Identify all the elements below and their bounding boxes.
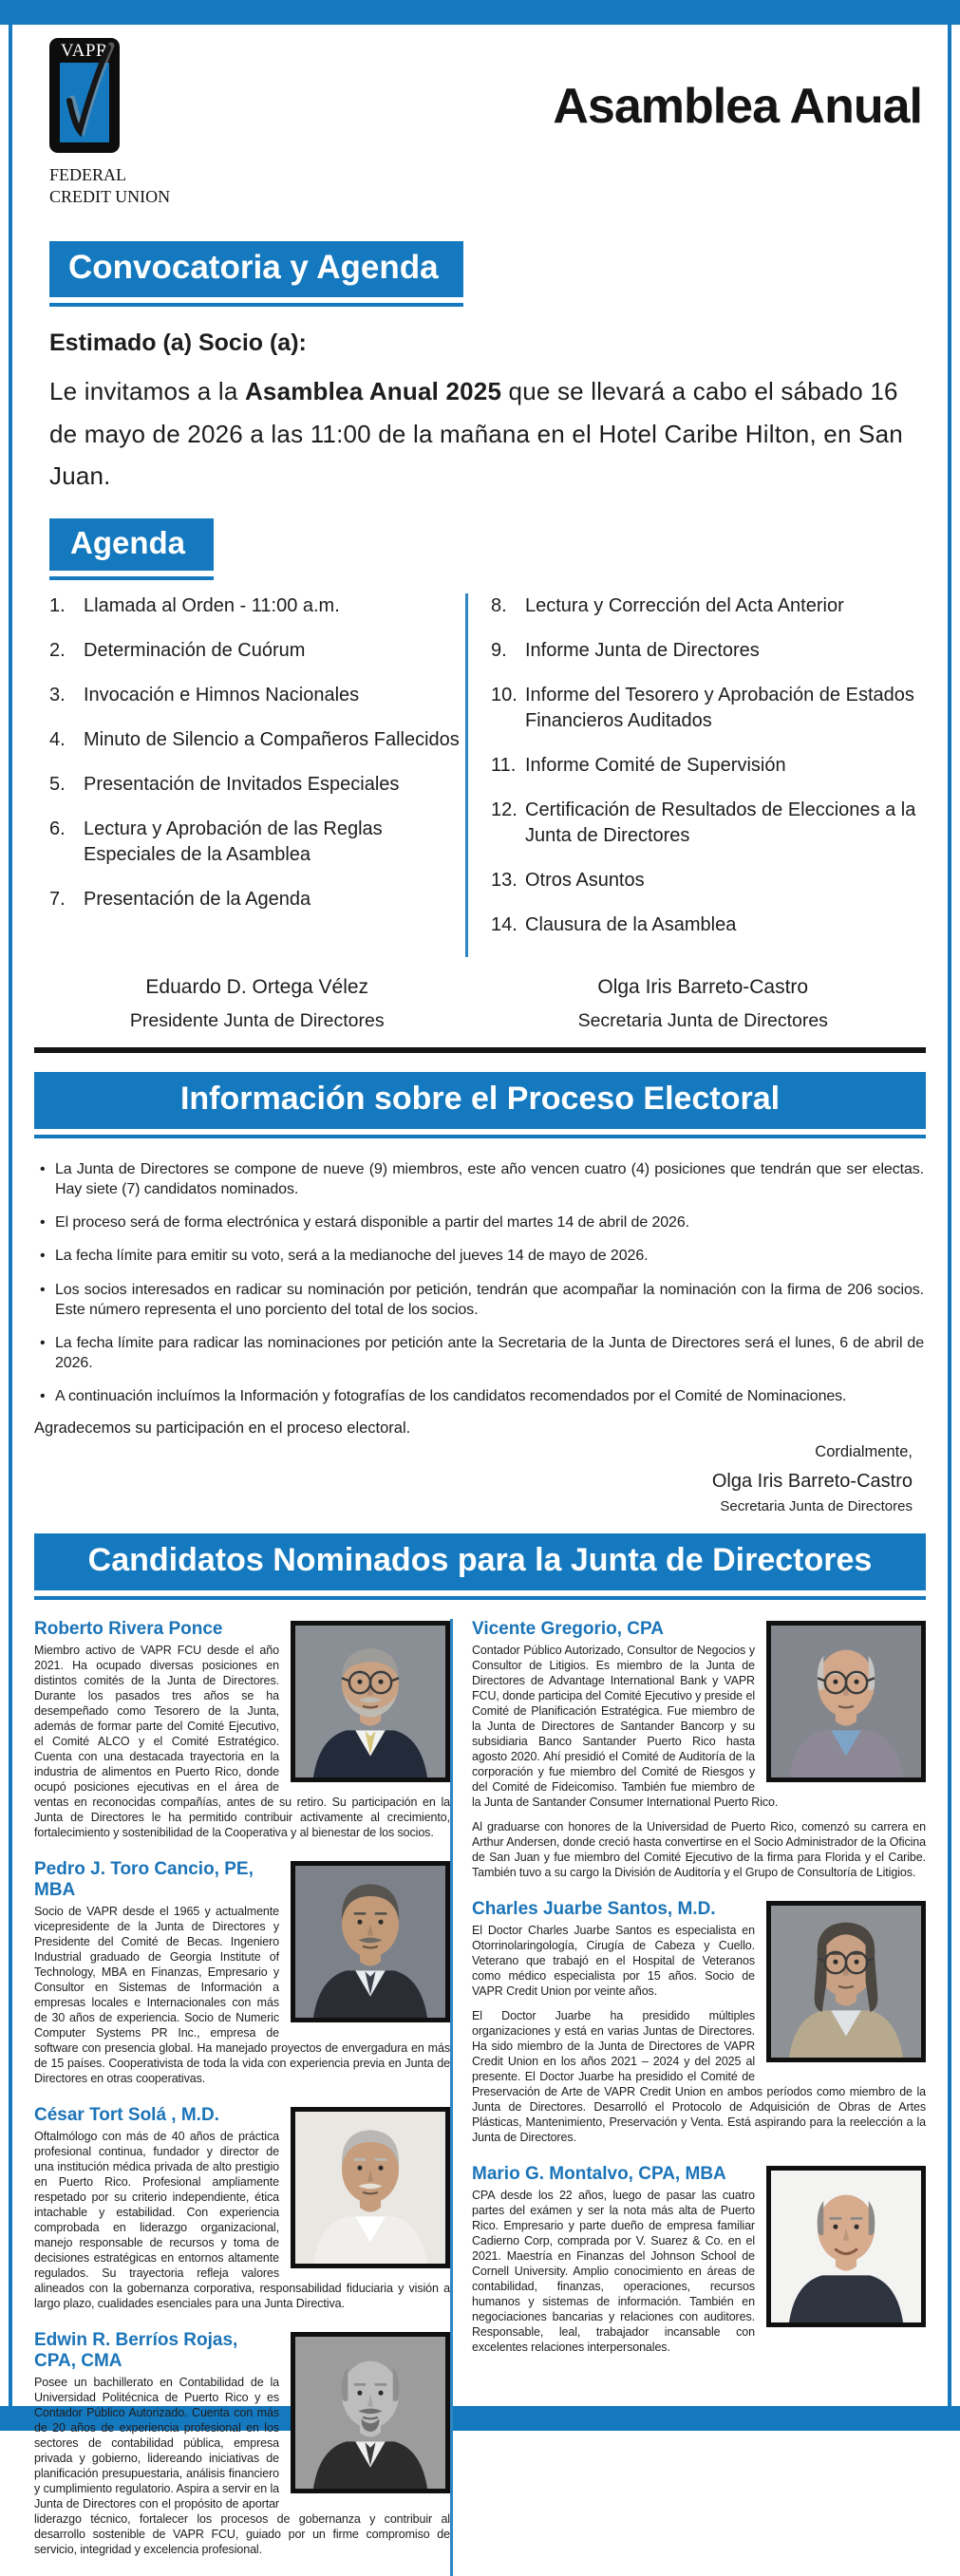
agenda-item-number: 7. (49, 889, 66, 911)
invitation-paragraph (49, 370, 911, 498)
agenda-banner-rule (49, 576, 214, 580)
vapr-logo-acronym: VAPR (60, 41, 109, 61)
candidate-photo (291, 2107, 450, 2268)
closing-salutation: Cordialmente, (815, 1443, 913, 1461)
convocatoria-banner-rule (49, 303, 463, 307)
signature-name: Olga Iris Barreto-Castro (597, 976, 809, 999)
agenda-item-number: 3. (49, 685, 66, 706)
agenda-item-text: Lectura y Corrección del Acta Anterior (525, 595, 844, 617)
candidate-name: Charles Juarbe Santos, M.D. (472, 1899, 716, 1920)
invite-pre: Le invitamos a la (49, 377, 245, 405)
candidate-photo (766, 2166, 926, 2327)
header (34, 38, 926, 215)
agenda-banner: Agenda (49, 518, 214, 571)
agenda-item (49, 683, 465, 708)
agenda-item-text: Informe Comité de Supervisión (525, 755, 786, 777)
logo-wordmark-line2: CREDIT UNION (49, 187, 171, 207)
agenda-item-number: 8. (491, 595, 507, 617)
logo-wordmark-line1: FEDERAL (49, 165, 126, 184)
agenda-item (49, 772, 465, 798)
agenda-item (491, 912, 926, 938)
candidate-bio: Oftalmólogo con más de 40 años de práctica profesional continua, fundador y director de una institución médica privada de alto prestigio en Puerto Rico. Profesional ampliamente respetado por su criterio independiente, ética intachable y estabilidad. Con experiencia comprobada en liderazgo organizacional, manejo responsable de recursos y toma de decisiones estratégicas en entornos altamente regulados. Su trayectoria refleja valores alineados con la gobernanza corporativa, responsabilidad fiduciaria y visión a largo plazo, cualidades esenciales para una Junta Directiva. (34, 2130, 450, 2311)
logo-checkmark-icon (60, 63, 109, 142)
candidate-card (34, 2105, 450, 2311)
agenda-item (491, 868, 926, 893)
agenda-item (49, 817, 465, 868)
vapr-logo-mark (49, 38, 120, 153)
agenda-item (49, 727, 465, 753)
agenda-item-number: 2. (49, 640, 66, 662)
agenda-item-text: Presentación de la Agenda (84, 889, 311, 911)
candidate-bio: El Doctor Charles Juarbe Santos es especialista en Otorrinolaringología, Cirugía de Cabeza y Cuello. Veterano que trabajó en el Hospital de Veteranos como médico especialista por 15 años. Socio de VAPR Credit Union por veinte años. (472, 1924, 755, 1999)
closing-block (34, 1443, 913, 1514)
candidate-bio: CPA desde los 22 años, luego de pasar las cuatro partes del exámen y ser la nota más alta de Puerto Rico. Empresario y parte dueño de empresa familiar Cadierno Corp, comprada por V. Suarez & Co. en el 2021. Maestría en Finanzas del Johnson School de Cornell University. Amplio conocimiento en áreas de contabilidad, finanzas, operaciones, recursos humanos y sistemas de información. También en negociaciones bancarias y relaciones con auditores. Responsable, leal, trabajador incansable con excelentes relaciones interpersonales. (472, 2189, 755, 2355)
agenda-banner-wrap (49, 498, 214, 580)
electoral-bullet: • La Junta de Directores se compone de nueve (9) miembros, este año vencen cuatro (4) posiciones que tendrán que ser electas. Hay siete (7) candidatos nominados. (38, 1159, 924, 1199)
electoral-bullet: • La fecha límite para radicar las nominaciones por petición ante la Secretaria de la Junta de Directores será el lunes, 6 de abril de 2026. (38, 1333, 924, 1373)
agenda-item-text: Presentación de Invitados Especiales (84, 774, 400, 796)
agenda-item (491, 683, 926, 734)
candidates-column-right (450, 1619, 926, 2576)
agenda-item-number: 1. (49, 595, 66, 617)
candidates-banner-wrap (34, 1533, 926, 1600)
candidate-bio: Contador Público Autorizado, Consultor de Negocios y Consultor de Litigios. Es miembro de la Junta de Directores de Advantage International Bank y VAPR FCU, donde participa del Comité Ejecutivo y preside el Comité de Planificación Estratégica. Fue miembro de la Junta de Directores de Santander Bancorp y su subsidiaria Banco Santander Puerto Rico hasta agosto 2020. Ahí presidió el Comité de Auditoría de la corporación y fue miembro del Comité de Riesgos y del Comité de Fideicomiso. También fue miembro de la Junta de Santander Consumer International Puerto Rico. (472, 1644, 779, 1810)
closing-name: Olga Iris Barreto-Castro (711, 1471, 913, 1493)
electoral-bullet: • La fecha límite para emitir su voto, será a la medianoche del jueves 14 de mayo de 2026. (38, 1246, 924, 1266)
agenda-item-number: 11. (491, 755, 517, 777)
signatures (34, 976, 926, 1032)
agenda-item-number: 12. (491, 799, 518, 821)
agenda-item-text: Determinación de Cuórum (84, 640, 306, 662)
candidates-column-left (34, 1619, 450, 2576)
closing-role: Secretaria Junta de Directores (720, 1498, 913, 1515)
agenda-item (491, 753, 926, 779)
candidates-grid (34, 1619, 926, 2576)
agenda-item (491, 638, 926, 664)
electoral-bullet: • El proceso será de forma electrónica y estará disponible a partir del martes 14 de abril de 2026. (38, 1213, 924, 1232)
candidate-bio: Al graduarse con honores de la Universidad de Puerto Rico, comenzó su carrera en Arthur Andersen, donde creció hasta convertirse en el Socio Administrador de la Oficina de San Juan y fue miembro del Comité Ejecutivo de la firma para Florida y el Caribe. También tuvo a su cargo la División de Auditoría y el Grupo de Consultoría de Litigios. (472, 1820, 926, 1880)
candidate-bio: Posee un bachillerato en Contabilidad de la Universidad Politécnica de Puerto Rico y es Contador Público Autorizado. Cuenta con más de 20 años de experiencia profesional en los sectores de contabilidad pública, empresa privada y gobierno, lidereando iniciativas de planificación presupuestaria, análisis financiero y cumplimiento regulatorio. Aspira a servir en la Junta de Directores con el propósito de aportar liderazgo técnico, fortalecer los procesos de gobernanza y contribuir al desarrollo sostenible de VAPR FCU, guiado por un firme compromiso de servicio, integridad y excelencia profesional. (34, 2376, 450, 2557)
candidate-bio: El Doctor Juarbe ha presidido múltiples organizaciones y está en varias Juntas de Directores. Ha sido miembro de la Junta de Directores de VAPR Credit Union en los años 2021 – 2024 y del 2025 al presente. El Doctor Juarbe ha presidido el Comité de Preservación de Arte de VAPR Credit Union en ambos períodos como miembro de la Junta de Directores. Desarrolló el Protocolo de Adquisición de Obras de Artes Plásticas, Mantenimiento, Preservación y Venta. Está aspirando para la reelección a la Junta de Directores. (472, 2009, 926, 2145)
agenda-item (49, 593, 465, 619)
page-title: Asamblea Anual (553, 79, 922, 134)
agenda-column-left (49, 593, 465, 957)
agenda-item-number: 9. (491, 640, 507, 662)
candidate-name: Vicente Gregorio, CPA (472, 1619, 665, 1640)
agenda-item-number: 5. (49, 774, 66, 796)
candidate-photo (291, 2332, 450, 2493)
candidate-name: César Tort Solá , M.D. (34, 2105, 219, 2126)
candidate-photo (766, 1901, 926, 2062)
signature-secretary (480, 976, 927, 1032)
agenda-item-text: Clausura de la Asamblea (525, 914, 737, 936)
signature-name: Eduardo D. Ortega Vélez (145, 976, 369, 999)
candidate-name: Pedro J. Toro Cancio, PE, MBA (34, 1859, 254, 1901)
section-divider-rule (34, 1047, 926, 1053)
agenda-item (491, 593, 926, 619)
electoral-banner-wrap (34, 1072, 926, 1138)
candidates-banner-rule (34, 1596, 926, 1600)
agenda-item-text: Certificación de Resultados de Elecciones a la Junta de Directores (525, 799, 916, 847)
invite-bold: Asamblea Anual 2025 (244, 377, 502, 405)
invite-post: que se llevará a cabo el sábado 16 de mayo de 2026 a las 11:00 de la mañana en el Hotel Caribe Hilton, en San Juan. (49, 377, 903, 491)
agenda-item-text: Otros Asuntos (525, 870, 645, 892)
candidate-card (472, 2164, 926, 2355)
signature-role: Secretaria Junta de Directores (577, 1010, 828, 1032)
agenda-item (491, 798, 926, 849)
candidate-card (34, 2330, 450, 2557)
candidate-card (34, 1859, 450, 2086)
electoral-bullet: • A continuación incluímos la Información y fotografías de los candidatos recomendados por el Comité de Nominaciones. (38, 1386, 924, 1406)
top-border-bar (0, 0, 960, 25)
candidate-name: Edwin R. Berríos Rojas, CPA, CMA (34, 2330, 238, 2372)
agenda-list (49, 593, 926, 957)
agenda-item-text: Informe Junta de Directores (525, 640, 760, 662)
agenda-item-text: Informe del Tesorero y Aprobación de Estados Financieros Auditados (525, 685, 914, 732)
candidate-card (472, 1899, 926, 2145)
agenda-item-number: 6. (49, 818, 66, 840)
vapr-logo (49, 38, 170, 209)
agenda-item-text: Minuto de Silencio a Compañeros Fallecidos (84, 729, 460, 751)
agenda-item-number: 4. (49, 729, 66, 751)
thanks-line: Agradecemos su participación en el proceso electoral. (34, 1420, 411, 1438)
agenda-item-text: Lectura y Aprobación de las Reglas Especiales de la Asamblea (84, 818, 383, 866)
candidate-name: Mario G. Montalvo, CPA, MBA (472, 2164, 726, 2185)
electoral-bullet: • Los socios interesados en radicar su nominación por petición, tendrán que acompañar la nominación con la firma de 206 socios. Este número representa el uno porciento del total de los socios. (38, 1280, 924, 1320)
candidate-name: Roberto Rivera Ponce (34, 1619, 223, 1640)
agenda-item (49, 638, 465, 664)
candidate-card (34, 1619, 450, 1840)
electoral-banner: Información sobre el Proceso Electoral (34, 1072, 926, 1129)
convocatoria-banner-wrap (49, 215, 463, 307)
electoral-bullet-list (34, 1159, 926, 1406)
candidate-photo (766, 1621, 926, 1782)
signature-role: Presidente Junta de Directores (129, 1010, 385, 1032)
agenda-column-right (465, 593, 926, 957)
agenda-item (49, 887, 465, 912)
page-content (12, 25, 948, 2576)
agenda-item-number: 10. (491, 685, 518, 706)
convocatoria-banner: Convocatoria y Agenda (49, 241, 463, 297)
agenda-item-text: Invocación e Himnos Nacionales (84, 685, 360, 706)
logo-wordmark (49, 164, 170, 209)
agenda-item-number: 13. (491, 870, 518, 892)
candidate-bio: Socio de VAPR desde el 1965 y actualmente vicepresidente de la Junta de Directores y Presidente del Comité de Becas. Ingeniero Industrial graduado de Georgia Institute of Technology, MBA en Finanzas, Empresario y Consultor en Sistemas de Información a empresas locales e Internacionales con más de 30 años de experiencia. Socio de Numeric Computer Systems PR Inc., empresa de software con presencia global. Ha manejado proyectos de envergadura en más de 15 países. Cooperativista de toda la vida con experiencia previa en Junta de Directores en otras cooperativas. (34, 1905, 450, 2086)
candidates-banner: Candidatos Nominados para la Junta de Directores (34, 1533, 926, 1590)
right-border-line (948, 25, 951, 2406)
candidate-bio: Miembro activo de VAPR FCU desde el año 2021. Ha ocupado diversas posiciones en distintos comités de la Junta de Directores. Durante los pasados tres años se ha desempeñado como Tesorero de la Junta, además de formar parte del Comité Ejecutivo, el Comité ALCO y el Comité Estratégico. Cuenta con una destacada trayectoria en la industria de alimentos en Puerto Rico, donde ocupó posiciones ejecutivas en el área de ventas en reconocidas compañías, antes de su retiro. Su participación en la Junta de Directores le ha permitido contribuir activamente al crecimiento, fortalecimiento y sostenibilidad de la Cooperativa y al bienestar de los socios. (34, 1644, 450, 1840)
agenda-item-number: 14. (491, 914, 518, 936)
candidate-card (472, 1619, 926, 1880)
greeting: Estimado (a) Socio (a): (49, 329, 307, 356)
signature-president (34, 976, 480, 1032)
candidate-photo (291, 1621, 450, 1782)
electoral-banner-rule (34, 1135, 926, 1138)
agenda-item-text: Llamada al Orden - 11:00 a.m. (84, 595, 340, 617)
candidate-photo (291, 1861, 450, 2022)
